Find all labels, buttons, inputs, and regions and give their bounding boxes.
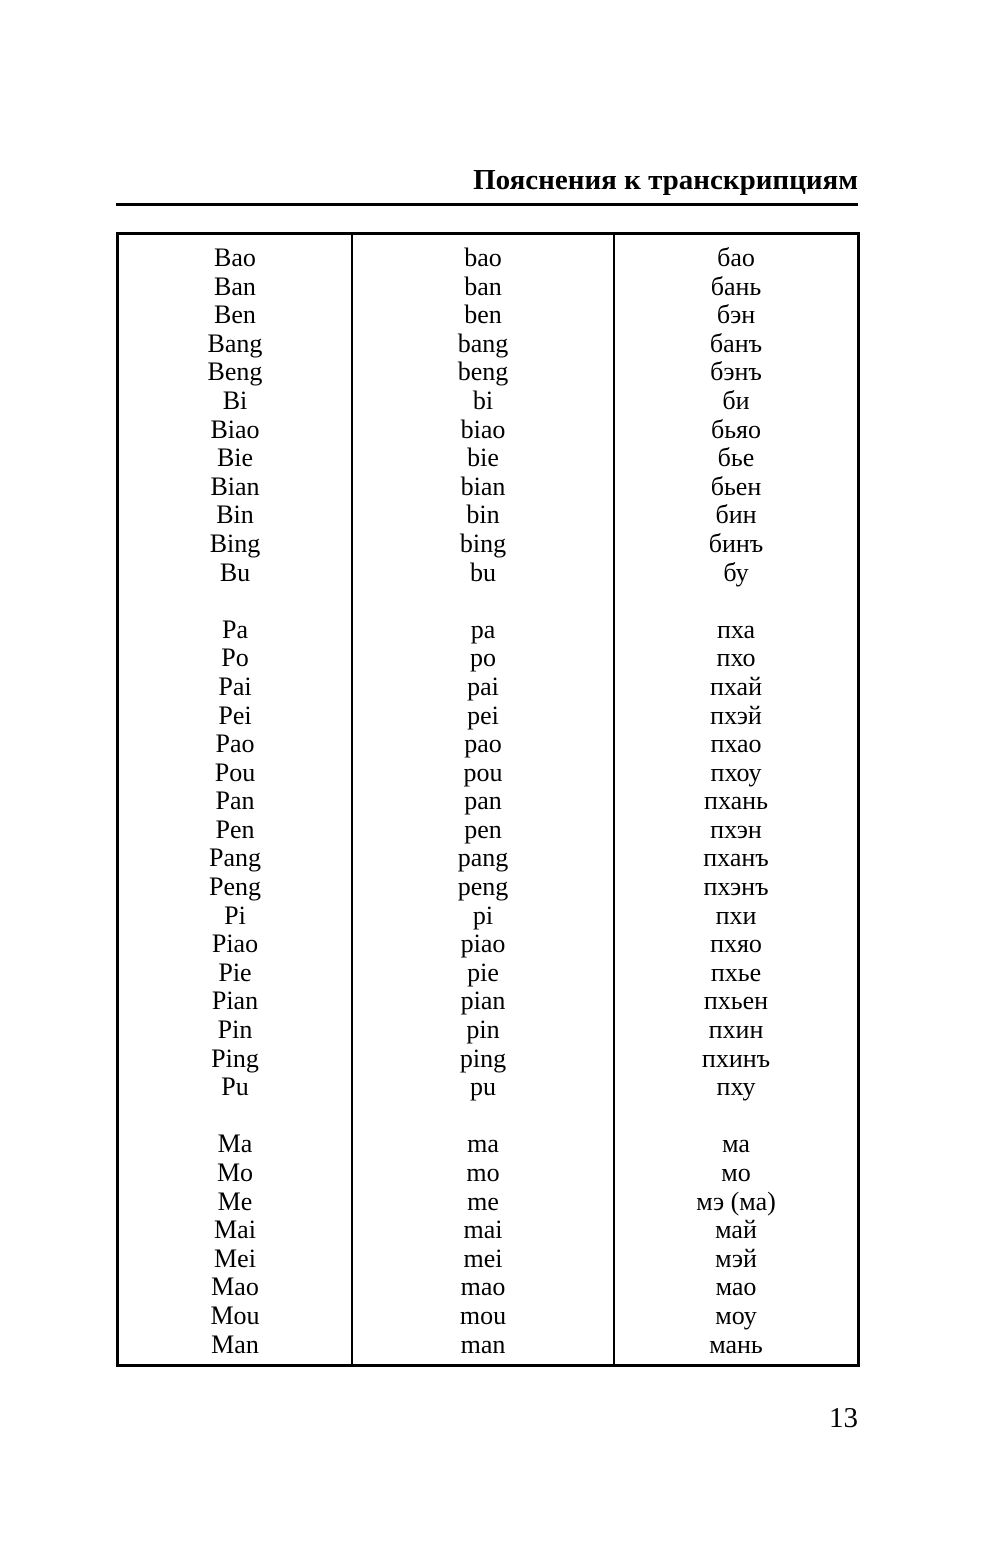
table-cell: бао <box>717 243 755 272</box>
page-number: 13 <box>829 1402 858 1434</box>
table-cell: piao <box>460 929 506 959</box>
table-cell: Pao <box>215 729 255 759</box>
table-cell: ben <box>464 300 502 330</box>
table-cell: pie <box>467 957 499 987</box>
table-cell: Pin <box>217 1015 253 1045</box>
table-group <box>615 1130 857 1359</box>
table-cell: пхинъ <box>701 1043 771 1073</box>
table-cell: pai <box>467 671 499 701</box>
table-cell: би <box>722 385 750 415</box>
table-cell: бье <box>717 443 755 473</box>
table-column-pinyin-lowercase <box>351 235 613 1364</box>
table-group <box>119 616 351 1102</box>
table-cell: mou <box>459 1300 507 1330</box>
table-cell: bian <box>460 471 506 501</box>
table-cell: моу <box>715 1300 757 1330</box>
table-group <box>119 1130 351 1359</box>
table-cell: pang <box>457 843 509 873</box>
table-cell: bao <box>464 243 502 272</box>
table-cell: Bie <box>216 443 254 473</box>
table-cell: Pian <box>211 986 259 1016</box>
table-cell: ma <box>467 1129 499 1159</box>
table-cell: пху <box>716 1072 756 1102</box>
table-cell: mo <box>466 1158 500 1187</box>
table-cell: bie <box>467 443 499 473</box>
table-cell: пхи <box>715 900 757 930</box>
table-cell: mao <box>460 1272 506 1302</box>
table-cell: пхэнъ <box>703 872 769 902</box>
table-cell: Ma <box>217 1129 253 1159</box>
table-cell: Bian <box>210 471 260 501</box>
table-cell: pou <box>463 757 503 787</box>
table-cell: мань <box>709 1329 763 1359</box>
table-cell: pi <box>472 900 494 930</box>
table-cell: ban <box>464 271 502 301</box>
table-cell: пхань <box>704 786 768 816</box>
table-cell: pao <box>464 729 502 759</box>
table-cell: bang <box>457 328 509 358</box>
table-cell: май <box>715 1215 757 1245</box>
table-cell: мо <box>721 1158 751 1187</box>
table-cell: бьен <box>710 471 762 501</box>
table-cell: Mei <box>214 1243 256 1273</box>
table-cell: ping <box>459 1043 507 1073</box>
table-cell: пхэн <box>710 814 762 844</box>
table-cell: Pie <box>218 957 252 987</box>
table-cell: Bu <box>219 557 251 587</box>
table-cell: пхо <box>716 643 756 673</box>
table-cell: pa <box>470 614 496 644</box>
table-cell: ма <box>722 1129 750 1159</box>
table-cell: man <box>460 1329 506 1359</box>
table-cell: pu <box>470 1072 496 1102</box>
table-cell: Beng <box>207 357 263 387</box>
table-column-russian-transcription <box>613 235 857 1364</box>
table-cell: bi <box>472 385 494 415</box>
table-cell: bing <box>459 528 507 558</box>
page-title: Пояснения к транскрипциям <box>473 164 858 196</box>
table-cell: mei <box>463 1243 503 1273</box>
table-cell: pei <box>467 700 499 730</box>
table-cell: pan <box>464 786 502 816</box>
table-group <box>119 244 351 587</box>
table-cell: пхяо <box>710 929 762 959</box>
table-cell: пхьен <box>703 986 769 1016</box>
table-cell: Pei <box>218 700 252 730</box>
table-cell: Bao <box>214 243 256 272</box>
table-cell: Bing <box>209 528 261 558</box>
table-cell: mai <box>463 1215 503 1245</box>
table-cell: bu <box>470 557 496 587</box>
table-cell: po <box>470 643 496 673</box>
table-cell: бэн <box>716 300 756 330</box>
table-cell: bin <box>466 500 500 530</box>
table-cell: biao <box>460 414 506 444</box>
table-cell: пхай <box>709 671 763 701</box>
table-cell: peng <box>457 872 509 902</box>
table-cell: бань <box>710 271 762 301</box>
table-cell: Mai <box>214 1215 256 1245</box>
table-cell: Pan <box>215 786 255 816</box>
table-cell: Pa <box>222 614 248 644</box>
table-cell: мао <box>715 1272 757 1302</box>
table-cell: pian <box>460 986 506 1016</box>
table-cell: Biao <box>210 414 260 444</box>
table-cell: Pi <box>224 900 246 930</box>
table-group <box>353 244 613 587</box>
table-cell: me <box>467 1186 499 1216</box>
table-cell: пха <box>716 614 756 644</box>
table-cell: Po <box>221 643 249 673</box>
table-group <box>615 244 857 587</box>
table-cell: мэ (ма) <box>696 1186 776 1216</box>
table-cell: Mou <box>210 1300 260 1330</box>
table-cell: Me <box>217 1186 253 1216</box>
table-cell: бьяо <box>710 414 762 444</box>
table-group <box>615 616 857 1102</box>
table-cell: пхье <box>710 957 762 987</box>
table-cell: Peng <box>209 872 261 902</box>
table-cell: пхин <box>708 1015 764 1045</box>
table-cell: Ban <box>214 271 256 301</box>
table-cell: пханъ <box>703 843 769 873</box>
table-cell: beng <box>457 357 509 387</box>
table-cell: Bang <box>207 328 263 358</box>
table-cell: бу <box>723 557 749 587</box>
table-cell: Bi <box>222 385 248 415</box>
table-cell: Pou <box>214 757 256 787</box>
table-cell: Pang <box>209 843 261 873</box>
table-cell: Pai <box>218 671 252 701</box>
table-cell: пхао <box>710 729 762 759</box>
table-column-pinyin-capitalized <box>119 235 351 1364</box>
table-cell: мэй <box>715 1243 757 1273</box>
table-group <box>353 616 613 1102</box>
table-cell: Ben <box>214 300 256 330</box>
transcription-table <box>116 232 860 1367</box>
table-cell: Man <box>211 1329 259 1359</box>
table-cell: Piao <box>211 929 259 959</box>
table-cell: Ping <box>211 1043 259 1073</box>
table-cell: Mao <box>211 1272 259 1302</box>
table-cell: Mo <box>216 1158 254 1187</box>
table-cell: банъ <box>709 328 763 358</box>
table-cell: бинъ <box>708 528 764 558</box>
table-cell: pen <box>464 814 502 844</box>
table-cell: Pen <box>215 814 255 844</box>
page-header <box>116 160 858 206</box>
table-cell: пхоу <box>710 757 762 787</box>
table-cell: pin <box>466 1015 500 1045</box>
table-cell: пхэй <box>710 700 762 730</box>
table-group <box>353 1130 613 1359</box>
table-cell: бэнъ <box>710 357 762 387</box>
table-cell: Bin <box>216 500 254 530</box>
table-cell: Pu <box>221 1072 249 1102</box>
table-cell: бин <box>715 500 757 530</box>
